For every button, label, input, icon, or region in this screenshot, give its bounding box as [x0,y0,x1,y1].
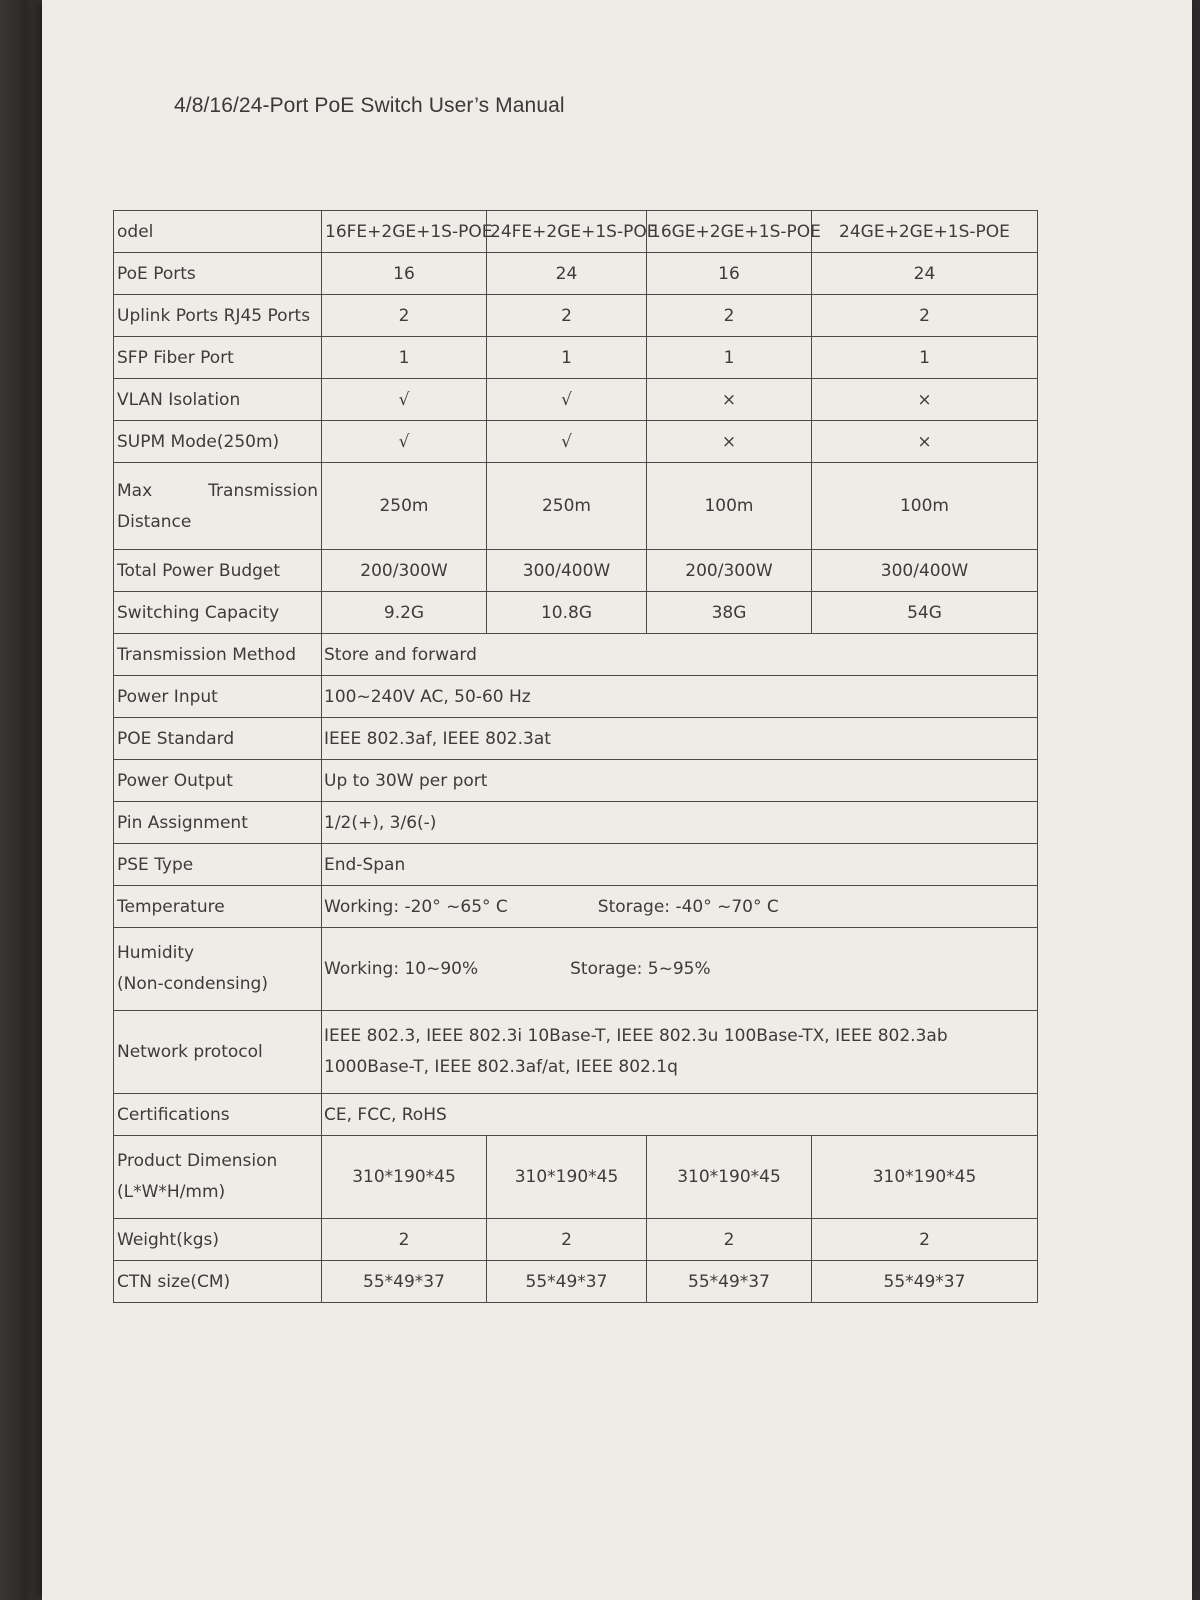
humidity-storage: Storage: 5~95% [570,959,711,979]
weight-value: 2 [647,1219,812,1261]
poe-standard-value: IEEE 802.3af, IEEE 802.3at [322,718,1038,760]
table-row-product-dimension [114,1136,1038,1219]
poe-ports-value: 16 [322,253,487,295]
table-row-certifications [114,1094,1038,1136]
vlan-isolation-value: × [812,379,1038,421]
switching-capacity-value: 38G [647,592,812,634]
ctn-size-label: CTN size(CM) [114,1261,322,1303]
sfp-port-label: SFP Fiber Port [114,337,322,379]
table-row-vlan-isolation [114,379,1038,421]
supm-mode-label: SUPM Mode(250m) [114,421,322,463]
network-protocol-line1: IEEE 802.3, IEEE 802.3i 10Base-T, IEEE 802.3u 100Base-TX, IEEE 802.3ab [324,1026,948,1046]
power-input-value: 100~240V AC, 50-60 Hz [322,676,1038,718]
poe-ports-value: 24 [487,253,647,295]
vlan-isolation-value: √ [487,379,647,421]
table-row-header [114,211,1038,253]
max-distance-label-word1: Max [117,480,153,501]
uplink-ports-label: Uplink Ports RJ45 Ports [114,295,322,337]
pse-type-label: PSE Type [114,844,322,886]
switching-capacity-value: 9.2G [322,592,487,634]
table-row-switching-capacity [114,592,1038,634]
table-row-supm-mode [114,421,1038,463]
header-model-2: 24FE+2GE+1S-POE [487,211,647,253]
uplink-ports-value: 2 [487,295,647,337]
power-output-label: Power Output [114,760,322,802]
pin-assignment-label: Pin Assignment [114,802,322,844]
weight-label: Weight(kgs) [114,1219,322,1261]
ctn-size-value: 55*49*37 [322,1261,487,1303]
table-row-poe-standard [114,718,1038,760]
ctn-size-value: 55*49*37 [647,1261,812,1303]
table-row-weight [114,1219,1038,1261]
table-row-pin-assignment [114,802,1038,844]
ctn-size-value: 55*49*37 [812,1261,1038,1303]
product-dimension-label-line2: (L*W*H/mm) [117,1182,226,1202]
table-row-power-budget [114,550,1038,592]
vlan-isolation-label: VLAN Isolation [114,379,322,421]
max-distance-label [114,463,322,550]
max-distance-value: 250m [322,463,487,550]
pin-assignment-value: 1/2(+), 3/6(-) [322,802,1038,844]
supm-mode-value: √ [322,421,487,463]
poe-ports-value: 16 [647,253,812,295]
network-protocol-line2: 1000Base-T, IEEE 802.3af/at, IEEE 802.1q [324,1057,678,1077]
sfp-port-value: 1 [322,337,487,379]
table-row-ctn-size [114,1261,1038,1303]
sfp-port-value: 1 [812,337,1038,379]
vlan-isolation-value: × [647,379,812,421]
network-protocol-label: Network protocol [114,1011,322,1094]
humidity-value [322,928,1038,1011]
table-row-poe-ports [114,253,1038,295]
certifications-value: CE, FCC, RoHS [322,1094,1038,1136]
weight-value: 2 [487,1219,647,1261]
header-model-3: 16GE+2GE+1S-POE [647,211,812,253]
power-output-value: Up to 30W per port [322,760,1038,802]
table-row-transmission-method [114,634,1038,676]
page-fold [0,0,42,1600]
humidity-working: Working: 10~90% [324,959,479,979]
max-distance-label-line1 [117,475,318,507]
power-budget-value: 200/300W [322,550,487,592]
table-row-sfp-port [114,337,1038,379]
table-row-uplink-ports [114,295,1038,337]
poe-ports-value: 24 [812,253,1038,295]
ctn-size-value: 55*49*37 [487,1261,647,1303]
max-distance-value: 100m [647,463,812,550]
sfp-port-value: 1 [647,337,812,379]
poe-standard-label: POE Standard [114,718,322,760]
temperature-storage: Storage: -40° ~70° C [597,896,779,917]
max-distance-value: 100m [812,463,1038,550]
product-dimension-label-line1: Product Dimension [117,1151,278,1171]
temperature-working: Working: -20° ~65° C [324,896,508,917]
certifications-label: Certifications [114,1094,322,1136]
power-budget-value: 300/400W [487,550,647,592]
weight-value: 2 [322,1219,487,1261]
switching-capacity-value: 10.8G [487,592,647,634]
pse-type-value: End-Span [322,844,1038,886]
temperature-label: Temperature [114,886,322,928]
header-model-4: 24GE+2GE+1S-POE [812,211,1038,253]
table-row-power-input [114,676,1038,718]
uplink-ports-value: 2 [647,295,812,337]
uplink-ports-value: 2 [322,295,487,337]
supm-mode-value: √ [487,421,647,463]
switching-capacity-value: 54G [812,592,1038,634]
humidity-label [114,928,322,1011]
product-dimension-label [114,1136,322,1219]
max-distance-value: 250m [487,463,647,550]
switching-capacity-label: Switching Capacity [114,592,322,634]
uplink-ports-value: 2 [812,295,1038,337]
table-row-humidity [114,928,1038,1011]
vlan-isolation-value: √ [322,379,487,421]
power-input-label: Power Input [114,676,322,718]
product-dimension-value: 310*190*45 [487,1136,647,1219]
humidity-label-line1: Humidity [117,943,195,963]
spec-table [113,210,1038,1303]
header-model-1: 16FE+2GE+1S-POE [322,211,487,253]
product-dimension-value: 310*190*45 [647,1136,812,1219]
header-model-label: odel [114,211,322,253]
supm-mode-value: × [812,421,1038,463]
power-budget-label: Total Power Budget [114,550,322,592]
supm-mode-value: × [647,421,812,463]
table-row-network-protocol [114,1011,1038,1094]
table-row-power-output [114,760,1038,802]
transmission-method-label: Transmission Method [114,634,322,676]
transmission-method-value: Store and forward [322,634,1038,676]
product-dimension-value: 310*190*45 [812,1136,1038,1219]
document-page [42,0,1192,1600]
max-distance-label-word2: Transmission [208,480,318,501]
weight-value: 2 [812,1219,1038,1261]
power-budget-value: 200/300W [647,550,812,592]
table-row-pse-type [114,844,1038,886]
table-row-temperature [114,886,1038,928]
product-dimension-value: 310*190*45 [322,1136,487,1219]
power-budget-value: 300/400W [812,550,1038,592]
network-protocol-value [322,1011,1038,1094]
max-distance-label-line2: Distance [117,511,192,532]
poe-ports-label: PoE Ports [114,253,322,295]
table-row-max-distance [114,463,1038,550]
humidity-label-line2: (Non-condensing) [117,974,268,994]
temperature-value [322,886,1038,928]
sfp-port-value: 1 [487,337,647,379]
document-title: 4/8/16/24-Port PoE Switch User’s Manual [174,94,565,117]
